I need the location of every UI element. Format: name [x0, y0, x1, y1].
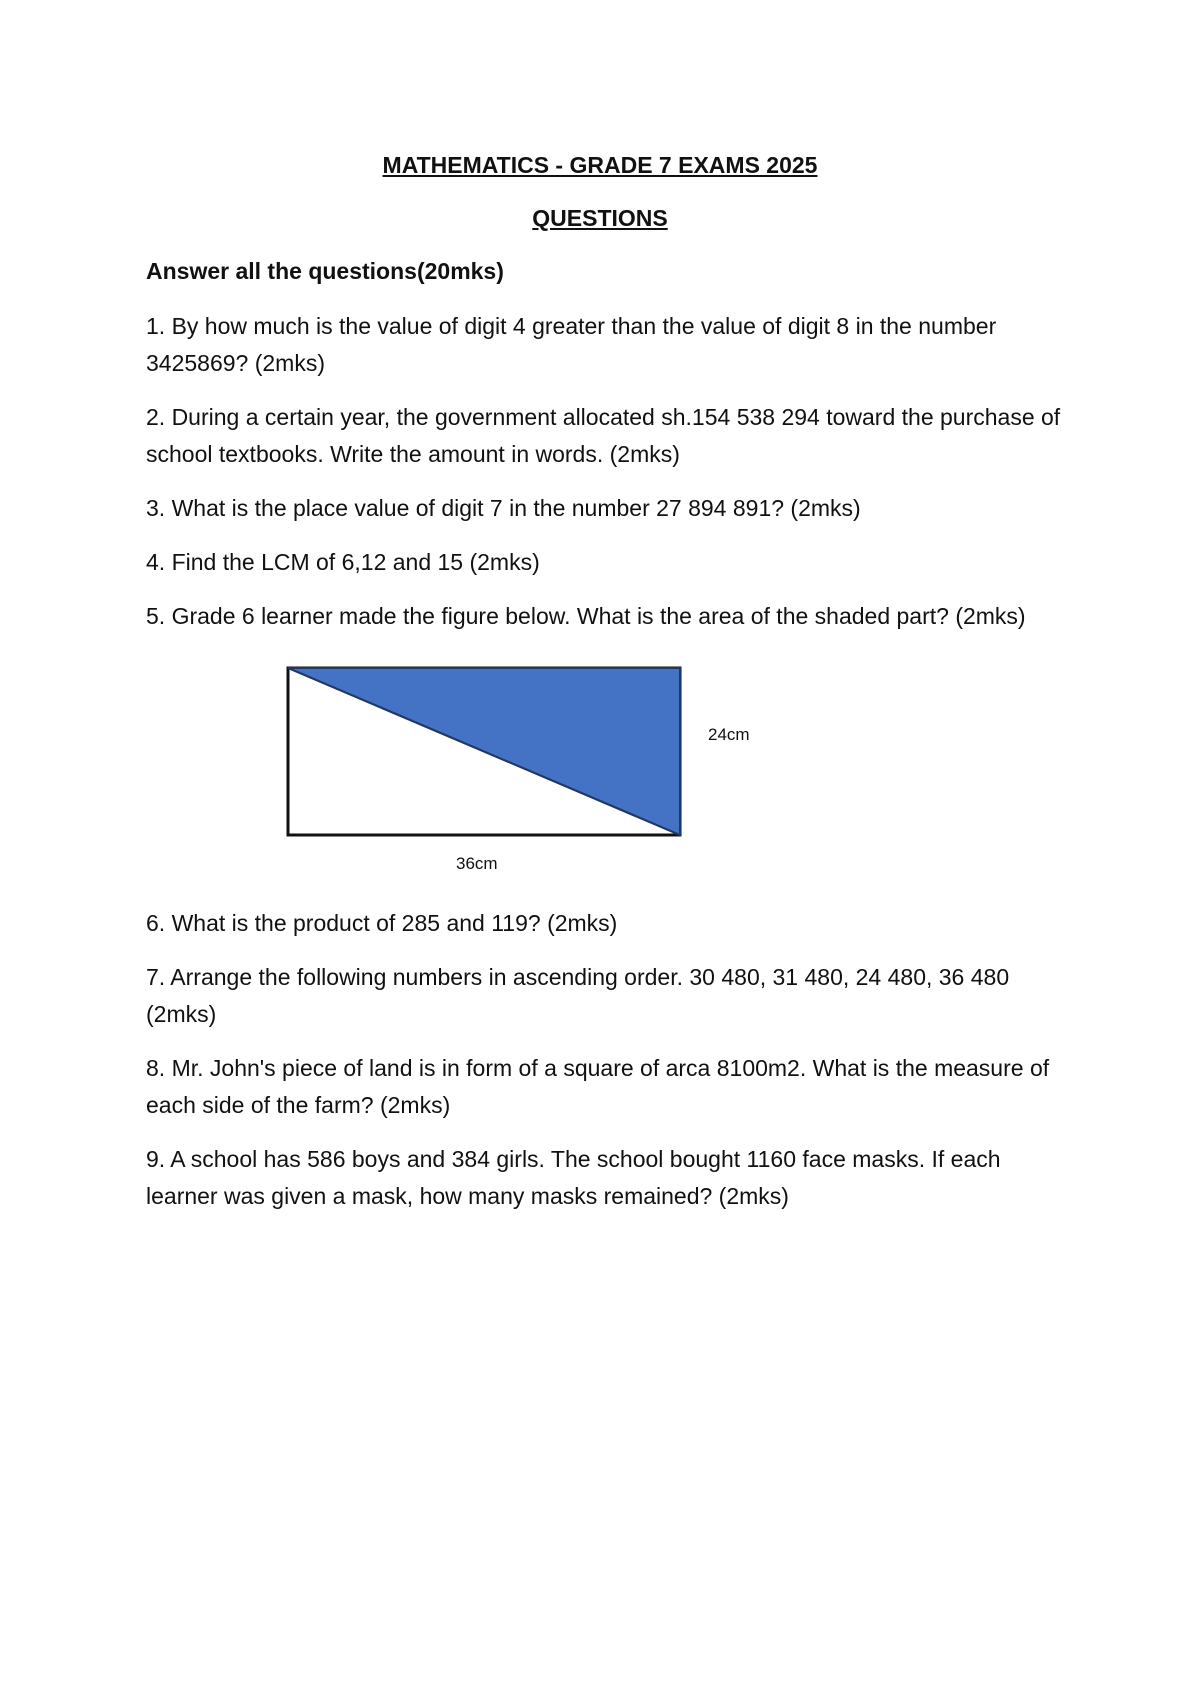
question-7: 7. Arrange the following numbers in ascending order. 30 480, 31 480, 24 480, 36 480 (2mks): [146, 964, 1010, 1027]
instructions: Answer all the questions(20mks): [146, 258, 504, 284]
question-6: 6. What is the product of 285 and 119? (2mks): [146, 910, 618, 936]
width-label: 36cm: [456, 854, 498, 873]
question-8: 8. Mr. John's piece of land is in form of a square of arca 8100m2. What is the measure of each side of the farm? (2mks): [146, 1055, 1050, 1118]
question-3: 3. What is the place value of digit 7 in the number 27 894 891? (2mks): [146, 495, 861, 521]
question-1: 1. By how much is the value of digit 4 greater than the value of digit 8 in the number 3425869? (2mks): [146, 313, 997, 376]
page-title: MATHEMATICS - GRADE 7 EXAMS 2025: [382, 152, 818, 178]
question-9: 9. A school has 586 boys and 384 girls. The school bought 1160 face masks. If each learner was given a mask, how many masks remained? (2mks): [146, 1146, 1001, 1209]
page-subtitle: QUESTIONS: [532, 205, 668, 231]
height-label: 24cm: [708, 725, 750, 744]
shaded-rectangle-figure: [280, 660, 800, 895]
question-5: 5. Grade 6 learner made the figure below. What is the area of the shaded part? (2mks): [146, 603, 1026, 629]
question-2: 2. During a certain year, the government allocated sh.154 538 294 toward the purchase of school textbooks. Write the amount in words. (2mks): [146, 404, 1061, 467]
question-4: 4. Find the LCM of 6,12 and 15 (2mks): [146, 549, 540, 575]
